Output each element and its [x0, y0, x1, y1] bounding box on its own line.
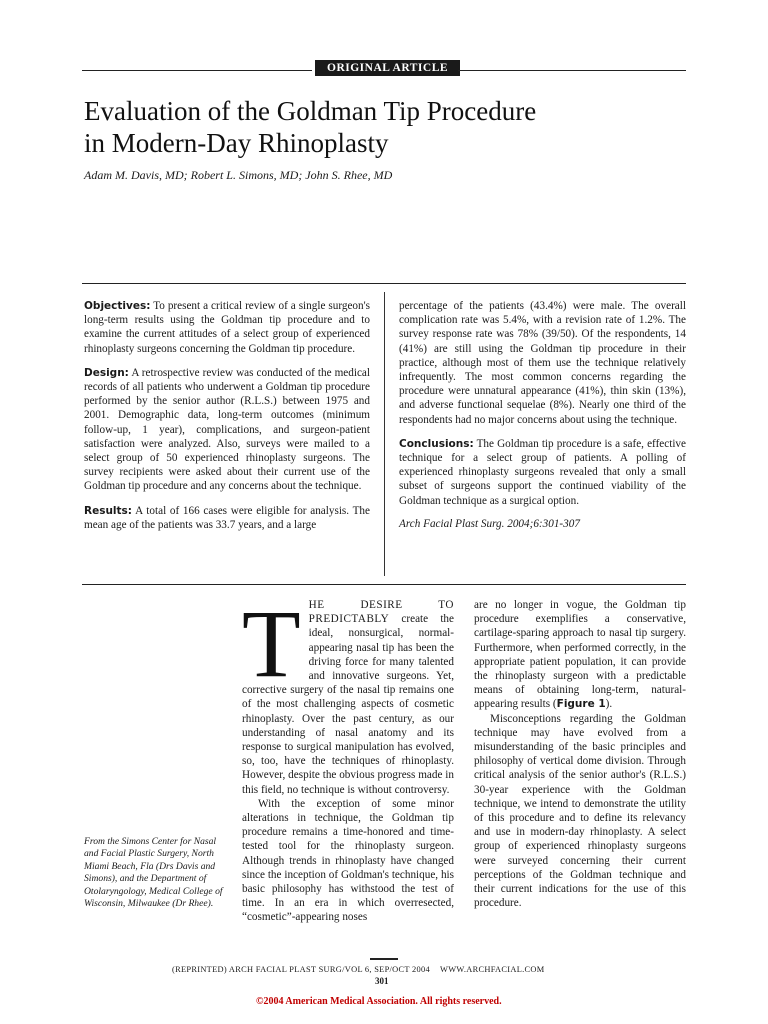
footer-url[interactable]: WWW.ARCHFACIAL.COM	[440, 965, 545, 974]
abstract-column-left	[84, 299, 370, 542]
section-label: ORIGINAL ARTICLE	[315, 60, 460, 76]
objectives-text: To present a critical review of a single surgeon's long-term results using the Goldman tip procedure and to examine the current attitudes of a select group of experienced rhinoplasty surgeons concerning the Goldman tip procedure.	[84, 300, 370, 355]
objectives-label: Objectives:	[84, 300, 151, 312]
abstract-column-right	[399, 299, 686, 530]
conclusions-label: Conclusions:	[399, 437, 474, 450]
footer-rule	[370, 958, 398, 960]
lead-in-text: HE DESIRE TO PREDICTABLY	[308, 599, 454, 626]
body-paragraph-3-text: are no longer in vogue, the Goldman tip procedure exemplifies a conservative, cartilage-sparing approach to nasal tip surgery. Furthermore, when performed correctly, in the appropriate patient population, it can provide the rhinoplasty surgeon with a predictable means of obtaining long-term, natural-appearing results (	[474, 599, 686, 711]
body-paragraph-3-end: ).	[605, 698, 613, 711]
abstract-top-rule	[82, 283, 686, 284]
figure-1-link[interactable]: Figure 1	[556, 698, 606, 711]
article-title	[84, 95, 684, 159]
copyright-notice: ©2004 American Medical Association. All rights reserved.	[256, 996, 502, 1007]
drop-cap: T	[242, 590, 301, 697]
footer-journal-line: (REPRINTED) ARCH FACIAL PLAST SURG/VOL 6, SEP/OCT 2004	[172, 965, 431, 974]
author-list: Adam M. Davis, MD; Robert L. Simons, MD; John S. Rhee, MD	[84, 168, 393, 182]
header-rule-right	[458, 70, 686, 71]
results-continued: percentage of the patients (43.4%) were male. The overall complication rate was 5.4%, with a revision rate of 1.2%. The survey response rate was 78% (39/50). Of the respondents, 14 (41%) are still using the Goldman tip procedure in their practice, although most of them use the technique relatively infrequently. The most common concerns regarding the procedure were unnatural appearance (41%), thin skin (13%), and adverse functional sequelae (8%). Nearly one third of the respondents had no major concerns about using the technique.	[399, 300, 686, 426]
results-label: Results:	[84, 504, 132, 517]
abstract-conclusions	[399, 437, 686, 508]
body-paragraph-1	[242, 590, 454, 797]
body-paragraph-1-text: create the ideal, nonsurgical, normal-appearing nasal tip has been the driving force for many talented and innovative surgeons. Yet, corrective surgery of the nasal tip remains one of the most challenging aspects of cosmetic rhinoplasty. Over the past century, as our understanding of nasal anatomy and its response to surgical manipulation has evolved, so, too, have the techniques of rhinoplasty. However, despite the obvious progress made in this field, no technique is without controversy.	[242, 613, 454, 796]
body-paragraph-3	[474, 598, 686, 712]
journal-citation: Arch Facial Plast Surg. 2004;6:301-307	[399, 517, 580, 530]
design-label: Design:	[84, 366, 129, 379]
body-paragraph-4: Misconceptions regarding the Goldman technique may have evolved from a misunderstanding of the basic principles and philosophy of vertical dome division. Through critical analysis of the senior author's (R.L.S.) 30-year experience with the Goldman technique, we intend to demonstrate the utility of this procedure and to define its relevancy and use in modern-day rhinoplasty. A select group of experienced rhinoplasty surgeons were surveyed concerning their current perceptions of the Goldman technique and their current indications for the use of this procedure.	[474, 712, 686, 910]
design-text: A retrospective review was conducted of the medical records of all patients who underwent a Goldman tip procedure performed by the senior author (R.L.S.) between 1975 and 2001. Demographic data, long-term outcomes (minimum follow-up, 1 year), complications, and surgeon-patient satisfaction were analyzed. Also, surveys were mailed to a select group of 50 experienced rhinoplasty surgeons. The survey recipients were asked about their current use of the Goldman tip procedure and any concerns about the technique.	[84, 366, 370, 493]
conclusions-text: The Goldman tip procedure is a safe, effective technique for a select group of patients. A polling of experienced rhinoplasty surgeons revealed that only a small subset of surgeons support the continued viability of the Goldman technique as a surgical option.	[399, 437, 686, 507]
body-paragraph-2: With the exception of some minor alterations in technique, the Goldman tip procedure remains a time-honored and time-tested tool for the rhinoplasty surgeon. Although trends in rhinoplasty have changed since the inception of Goldman's technique, his basic philosophy has withstood the test of time. In an era in which overresected, “cosmetic”-appearing noses	[242, 797, 454, 924]
author-affiliation: From the Simons Center for Nasal and Facial Plastic Surgery, North Miami Beach, Fla (Drs Davis and Simons), and the Department of Otolaryngology, Medical College of Wisconsin, Milwaukee (Dr Rhee).	[84, 836, 223, 910]
body-column-1	[242, 590, 454, 925]
results-text: A total of 166 cases were eligible for analysis. The mean age of the patients was 33.7 years, and a large	[84, 504, 370, 531]
abstract-objectives	[84, 299, 370, 356]
abstract-bottom-rule	[82, 584, 686, 585]
page-number: 301	[375, 976, 389, 986]
body-column-2	[474, 598, 686, 910]
abstract-design	[84, 366, 370, 494]
abstract-results	[84, 504, 370, 532]
title-line-1: Evaluation of the Goldman Tip Procedure	[84, 96, 537, 126]
title-line-2: in Modern-Day Rhinoplasty	[84, 128, 389, 158]
abstract-column-divider	[384, 292, 385, 576]
header-rule-left	[82, 70, 312, 71]
